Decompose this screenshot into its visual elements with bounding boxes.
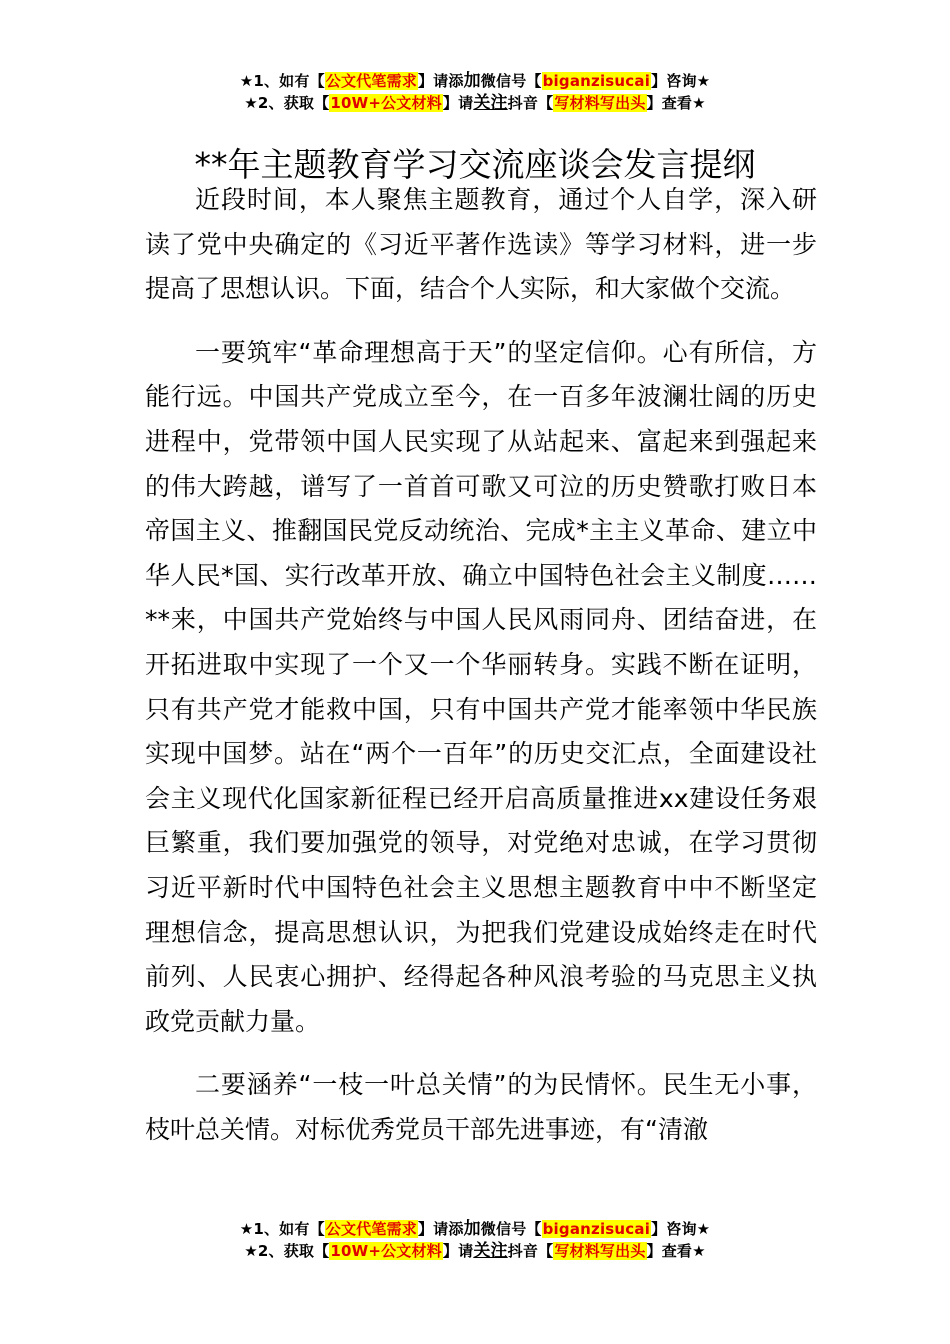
paragraph: 一要筑牢“革命理想高于天”的坚定信仰。心有所信，方能行远。中国共产党成立至今，在一百多年波澜壮阔的历史进程中，党带领中国人民实现了从站起来、富起来到强起来的伟大跨越，谱写了一首首可歌又可泣的历史赞歌打败日本帝国主义、推翻国民党反动统治、完成*主主义革命、建立中华人民*国、实行改革开放、确立中国特色社会主义制度……**来，中国共产党始终与中国人民风雨同舟、团结奋进，在开拓进取中实现了一个又一个华丽转身。实践不断在证明，只有共产党才能救中国，只有中国共产党才能率领中华民族实现中国梦。站在“两个一百年”的历史交汇点，全面建设社会主义现代化国家新征程已经开启高质量推进xx建设任务艰巨繁重，我们要加强党的领导，对党绝对忠诚，在学习贯彻习近平新时代中国特色社会主义思想主题教育中中不断坚定理想信念，提高思想认识，为把我们党建设成始终走在时代前列、人民衷心拥护、经得起各种风浪考验的马克思主义执政党贡献力量。	[145, 337, 817, 1036]
promo-emphasis: 加	[463, 1219, 481, 1239]
promo-text: 】请添	[417, 72, 464, 90]
promo-text: ★1、如有【	[239, 72, 325, 90]
promo-emphasis: 加	[463, 71, 481, 91]
promo-text: 微信号【	[480, 1220, 542, 1238]
promo-highlight: 10W+公文材料	[330, 1242, 442, 1260]
promo-line-1	[0, 70, 950, 92]
promo-text: 】请	[442, 94, 474, 112]
promo-text: 】请添	[417, 1220, 464, 1238]
document-body	[145, 178, 817, 1197]
paragraph: 近段时间，本人聚焦主题教育，通过个人自学，深入研读了党中央确定的《习近平著作选读》等学习材料，进一步提高了思想认识。下面，结合个人实际，和大家做个交流。	[145, 185, 817, 304]
promo-banner-top	[0, 70, 950, 114]
promo-highlight: biganzisucai	[542, 1220, 651, 1238]
promo-text: 】查看★	[646, 94, 706, 112]
promo-emphasis: 关注	[473, 1241, 508, 1261]
promo-highlight: 10W+公文材料	[330, 94, 442, 112]
document-title: **年主题教育学习交流座谈会发言提纲	[194, 145, 756, 185]
promo-text: ★1、如有【	[239, 1220, 325, 1238]
promo-text: 】咨询★	[651, 1220, 711, 1238]
promo-text: ★2、获取【	[244, 94, 330, 112]
promo-banner-bottom	[0, 1218, 950, 1262]
promo-text: 】查看★	[646, 1242, 706, 1260]
promo-text: 】请	[442, 1242, 474, 1260]
promo-line-2	[0, 1240, 950, 1262]
promo-text: 抖音【	[507, 1242, 554, 1260]
promo-line-1	[0, 1218, 950, 1240]
promo-highlight: 公文代笔需求	[325, 72, 417, 90]
promo-text: 】咨询★	[651, 72, 711, 90]
promo-emphasis: 关注	[473, 93, 508, 113]
promo-line-2	[0, 92, 950, 114]
promo-highlight: 写材料写出头	[554, 94, 646, 112]
promo-text: 抖音【	[507, 94, 554, 112]
paragraph: 二要涵养“一枝一叶总关情”的为民情怀。民生无小事，枝叶总关情。对标优秀党员干部先进事迹，有“清澈	[145, 1070, 817, 1144]
promo-highlight: biganzisucai	[542, 72, 651, 90]
promo-highlight: 写材料写出头	[554, 1242, 646, 1260]
promo-text: 微信号【	[480, 72, 542, 90]
promo-highlight: 公文代笔需求	[325, 1220, 417, 1238]
promo-text: ★2、获取【	[244, 1242, 330, 1260]
